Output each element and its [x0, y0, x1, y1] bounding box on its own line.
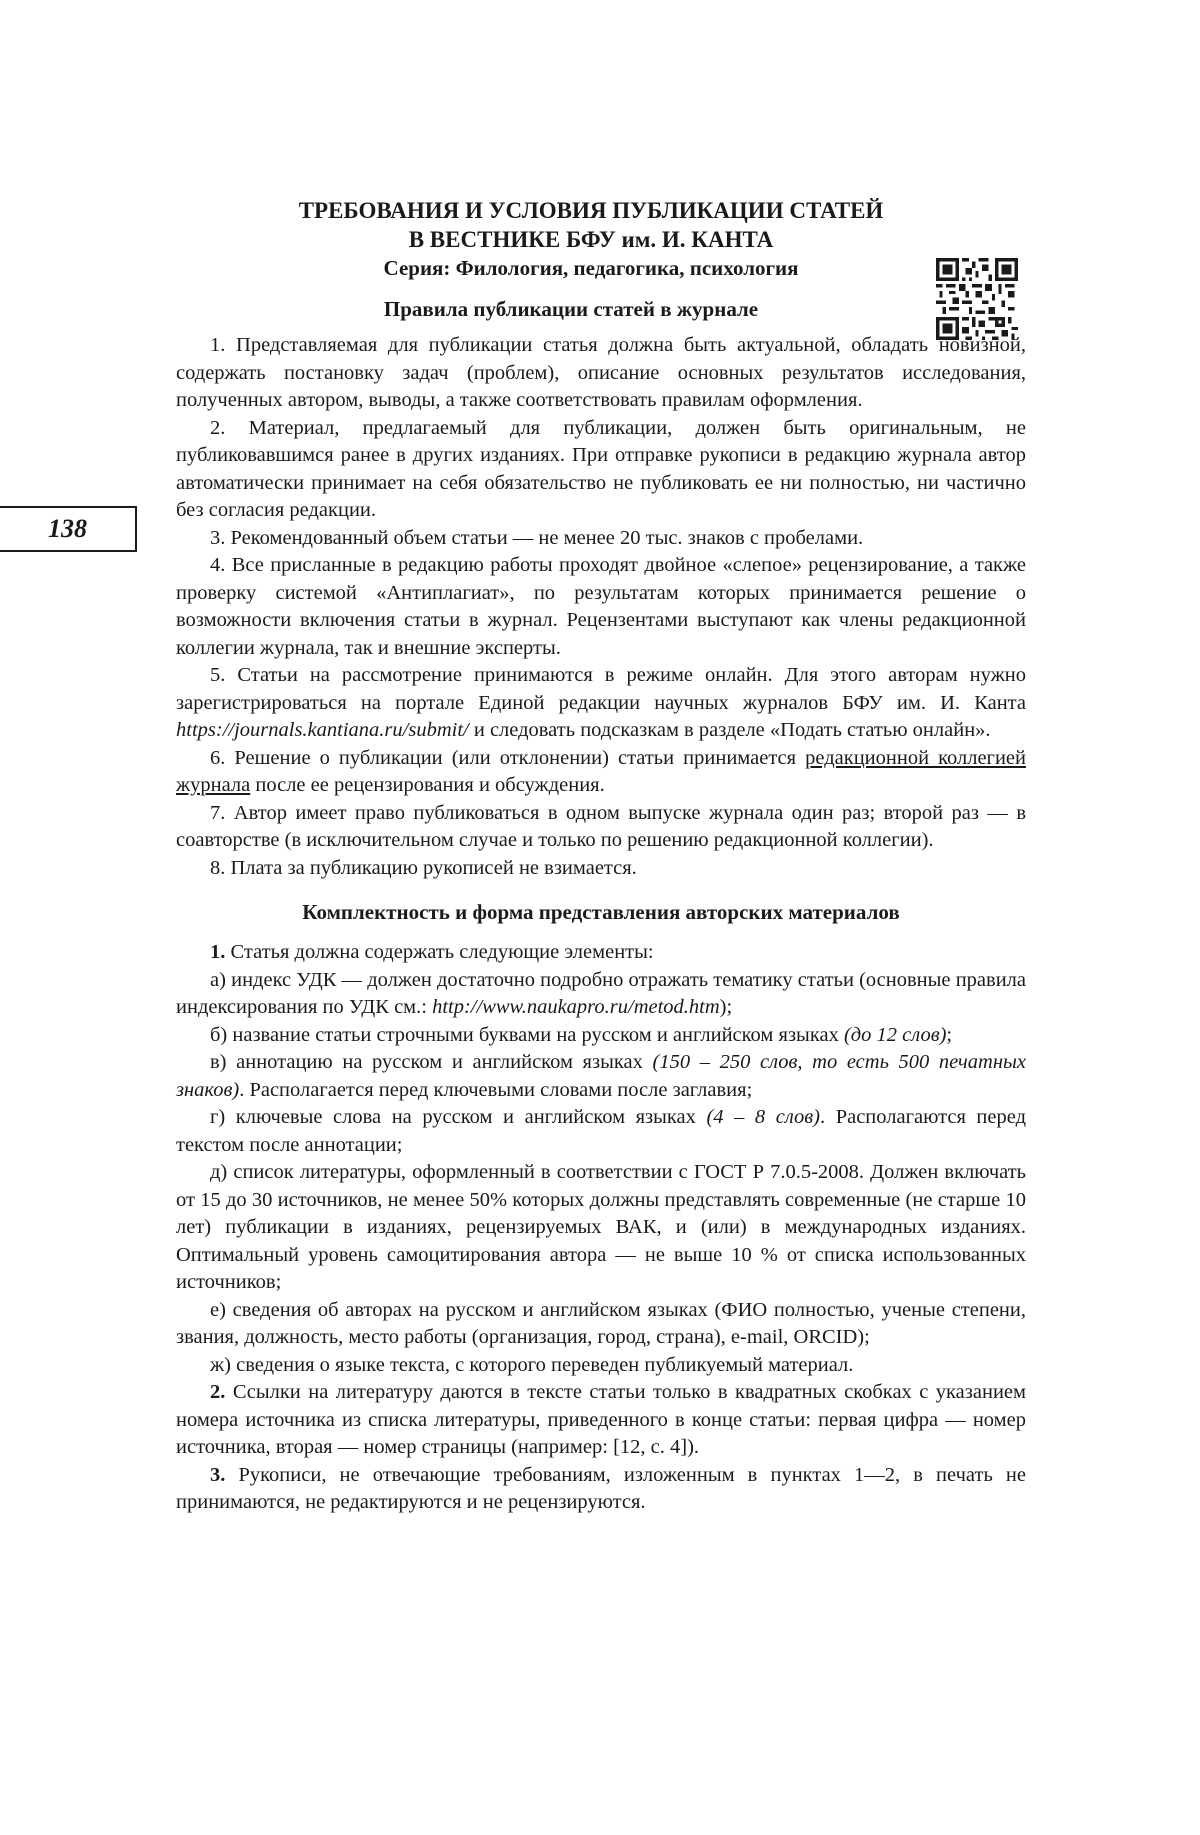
title-line-1: ТРЕБОВАНИЯ И УСЛОВИЯ ПУБЛИКАЦИИ СТАТЕЙ — [298, 198, 884, 223]
item-number: 1. — [210, 941, 226, 963]
rule-item-5 — [176, 662, 1026, 745]
article-content — [176, 196, 1026, 1517]
rule-item-6 — [176, 745, 1026, 800]
element-a-text: а) индекс УДК — должен достаточно подробно отражать тематику статьи (основные правила индексирования по УДК см.: — [176, 968, 1026, 1018]
element-b-note: (до 12 слов) — [843, 1023, 947, 1046]
rule-item: 4. Все присланные в редакцию работы проходят двойное «слепое» рецензирование, а также проверку системой «Антиплагиат», по результатам которых принимается решение о возможности включения статьи в журнал. Рецензентами выступают как члены редакционной коллегии журнала, так и внешние эксперты. — [176, 554, 1026, 659]
page-number — [0, 506, 137, 552]
materials-item-2 — [176, 1379, 1026, 1462]
series-subtitle: Серия: Филология, педагогика, психология — [383, 256, 799, 280]
element-v — [176, 1049, 1026, 1104]
rule-6-text-end: после ее рецензирования и обсуждения. — [250, 774, 605, 796]
title-line-2: В ВЕСТНИКЕ БФУ им. И. КАНТА — [408, 227, 774, 252]
rule-5-text-end: и следовать подсказкам в разделе «Подать статью онлайн». — [468, 719, 991, 741]
element-d: д) список литературы, оформленный в соответствии с ГОСТ Р 7.0.5-2008. Должен включать от 15 до 30 источников, не менее 50% которых должны представлять современные (не старше 10 лет) публикации в изданиях, рецензируемых ВАК, и (или) в международных изданиях. Оптимальный уровень самоцитирования автора — не выше 10 % от списка использованных источников; — [176, 1161, 1026, 1293]
materials-heading: Комплектность и форма представления авторских материалов — [302, 900, 900, 924]
item-number: 2. — [210, 1381, 226, 1403]
element-v-text: в) аннотацию на русском и английском языках — [210, 1051, 653, 1073]
materials-item-1 — [176, 939, 1026, 967]
rule-item: 3. Рекомендованный объем статьи — не менее 20 тыс. знаков с пробелами. — [210, 526, 864, 549]
rule-6-underlined: редакционной коллегией журнала — [176, 746, 1026, 796]
materials-item-3 — [176, 1462, 1026, 1517]
rule-item: 1. Представляемая для публикации статья должна быть актуальной, обладать новизной, содержать постановку задач (проблем), описание основных результатов исследования, полученных автором, выводы, а также соответствовать правилам оформления. — [176, 334, 1026, 411]
item-text: Ссылки на литературу даются в тексте статьи только в квадратных скобках с указанием номера источника из списка литературы, приведенного в конце статьи: первая цифра — номер источника, вторая — номер страницы (например: [12, с. 4]). — [176, 1381, 1026, 1458]
rule-item: 2. Материал, предлагаемый для публикации, должен быть оригинальным, не публиковавшимся ранее в других изданиях. При отправке рукописи в редакцию журнала автор автоматически принимает на себя обязательство не публиковать ее ни полностью, ни частично без согласия редакции. — [176, 416, 1026, 521]
item-number: 3. — [210, 1463, 226, 1486]
element-a — [176, 967, 1026, 1022]
page-title — [176, 196, 1026, 254]
rule-6-text: 6. Решение о публикации (или отклонении) статьи принимается — [210, 746, 806, 769]
element-zh: ж) сведения о языке текста, с которого переведен публикуемый материал. — [210, 1353, 854, 1376]
element-a-end: ); — [719, 996, 733, 1018]
item-text: Рукописи, не отвечающие требованиям, изложенным в пунктах 1—2, в печать не принимаются, не редактируются и не рецензируются. — [176, 1463, 1026, 1513]
rule-item: 8. Плата за публикацию рукописей не взимается. — [210, 856, 637, 879]
rules-heading: Правила публикации статей в журнале — [383, 297, 759, 321]
element-e: е) сведения об авторах на русском и английском языках (ФИО полностью, ученые степени, звания, должность, место работы (организация, город, страна), e-mail, ORCID); — [176, 1298, 1026, 1348]
element-b-end: ; — [946, 1023, 953, 1046]
element-g-note: (4 – 8 слов) — [706, 1106, 821, 1128]
element-v-note: (150 – 250 слов, то есть 500 печатных знаков) — [176, 1051, 1026, 1101]
element-v-end: . Располагается перед ключевыми словами после заглавия; — [239, 1078, 753, 1101]
item-text: Статья должна содержать следующие элементы: — [225, 941, 654, 963]
element-b — [176, 1022, 1026, 1050]
udk-link[interactable]: http://www.naukapro.ru/metod.htm — [432, 996, 720, 1018]
page-number-text: 138 — [48, 514, 87, 543]
element-g — [176, 1104, 1026, 1159]
element-g-end: . Располагаются перед текстом после аннотации; — [176, 1106, 1027, 1156]
element-g-text: г) ключевые слова на русском и английском языках — [210, 1106, 707, 1128]
rule-5-text: 5. Статьи на рассмотрение принимаются в режиме онлайн. Для этого авторам нужно зарегистрироваться на портале Единой редакции научных журналов БФУ им. И. Канта — [176, 664, 1026, 714]
element-b-text: б) название статьи строчными буквами на русском и английском языках — [210, 1023, 844, 1046]
submit-link[interactable]: https://journals.kantiana.ru/submit/ — [176, 719, 469, 741]
rule-item: 7. Автор имеет право публиковаться в одном выпуске журнала один раз; второй раз — в соавторстве (в исключительном случае и только по решению редакционной коллегии). — [176, 801, 1026, 851]
